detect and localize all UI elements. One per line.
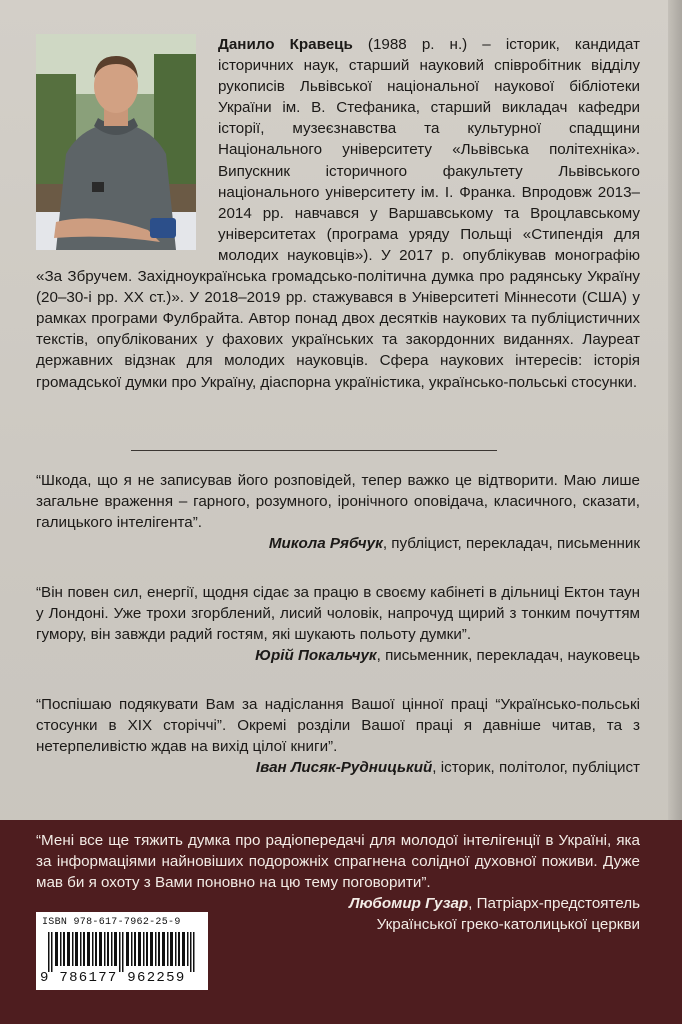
author-bio-text: (1988 р. н.) – історик, кандидат історичних наук, старший науковий співробітник відділу рукописів Львівської національної наукової бібліотеки України ім. В. Стефаника, старший викладач кафедри історії, музеєзнавства та культурної спадщини Національного університету «Львівська політехніка». Випускник історичного факультету Львівського національного університету ім. І. Франка. Впродовж 2013–2014 рр. навчався у Варшавському та Вроцлавському університетах (програма уряду Польщі «Стипендія для молодих науковців»). У 2017 р. опублікував монографію «За Збручем. Західноукраїнська громадсько-політична думка про радянську Україну (20–30-і рр. ХХ ст.)». У 2018–2019 рр. стажувався в Університеті Міннесоти (США) у рамках програми Фулбрайта. Автор понад двох десятків наукових та публіцистичних текстів, опублікованих у фахових українських та закордонних виданнях. Лауреат державних відзнак для молодих науковців. Сфера наукових інтересів: історія громадської думки про Україну, діаспорна україністика, українсько-польські стосунки. [36,36,640,391]
quote-3-role: , історик, політолог, публіцист [432,759,640,776]
isbn-digits: 9 786177 962259 [40,970,186,986]
quote-2-text: “Він повен сил, енергії, щодня сідає за працю в своєму кабінеті в дільниці Ектон таун у Лондоні. Уже трохи згорблений, лисий чоловік, напрочуд щирий з тонким почуттям гумору, він завжди радий гостям, які шукають польоту думки”. [36,584,640,643]
quote-1-role: , публіцист, перекладач, письменник [382,535,640,552]
quote-4-role-line2: Української греко-католицької церкви [376,916,640,933]
book-edge [668,0,682,820]
quote-3-author: Іван Лисяк-Рудницький [255,759,433,776]
quote-3 [36,694,640,778]
isbn-label: ISBN 978-617-7962-25-9 [42,917,181,928]
quote-1-author: Микола Рябчук [268,535,383,552]
author-bio [36,34,640,393]
quote-4-author: Любомир Гузар [349,895,469,912]
barcode-bars-icon [48,932,196,972]
quote-3-text: “Поспішаю подякувати Вам за надіслання Вашої цінної праці “Українсько-польські стосунки в ХІХ сторіччі”. Окремі розділи Вашої праці я давніше читав, та з нетерпеливістю ждав на вихід цілої книги”. [36,696,640,755]
quote-4-text: “Мені все ще тяжить думка про радіопередачі для молодої інтелігенції в Україні, яка за інформаціями найновіших подорожніх спрагнена солідної духовної поживи. Дуже мав би я охоту з Вами поновно на цю тему поговорити”. [36,832,640,891]
quote-1 [36,470,640,554]
photo-wrap-spacer [36,34,218,261]
quote-1-text: “Шкода, що я не записував його розповідей, тепер важко це відтворити. Маю лише загальне враження – гарного, розумного, іронічного оповідача, класичного, сказати, галицького інтелігента”. [36,472,640,531]
quote-3-attribution [36,757,640,778]
quote-4-attribution [36,893,640,914]
quote-2-author: Юрій Покальчук [255,647,377,664]
isbn-barcode [36,912,208,990]
quote-4-role: , Патріарх-предстоятель [468,895,640,912]
divider [131,450,497,451]
author-name: Данило Кравець [218,36,353,53]
quote-1-attribution [36,533,640,554]
quote-2-role: , письменник, перекладач, науковець [376,647,640,664]
quote-2-attribution [36,645,640,666]
quote-2 [36,582,640,666]
